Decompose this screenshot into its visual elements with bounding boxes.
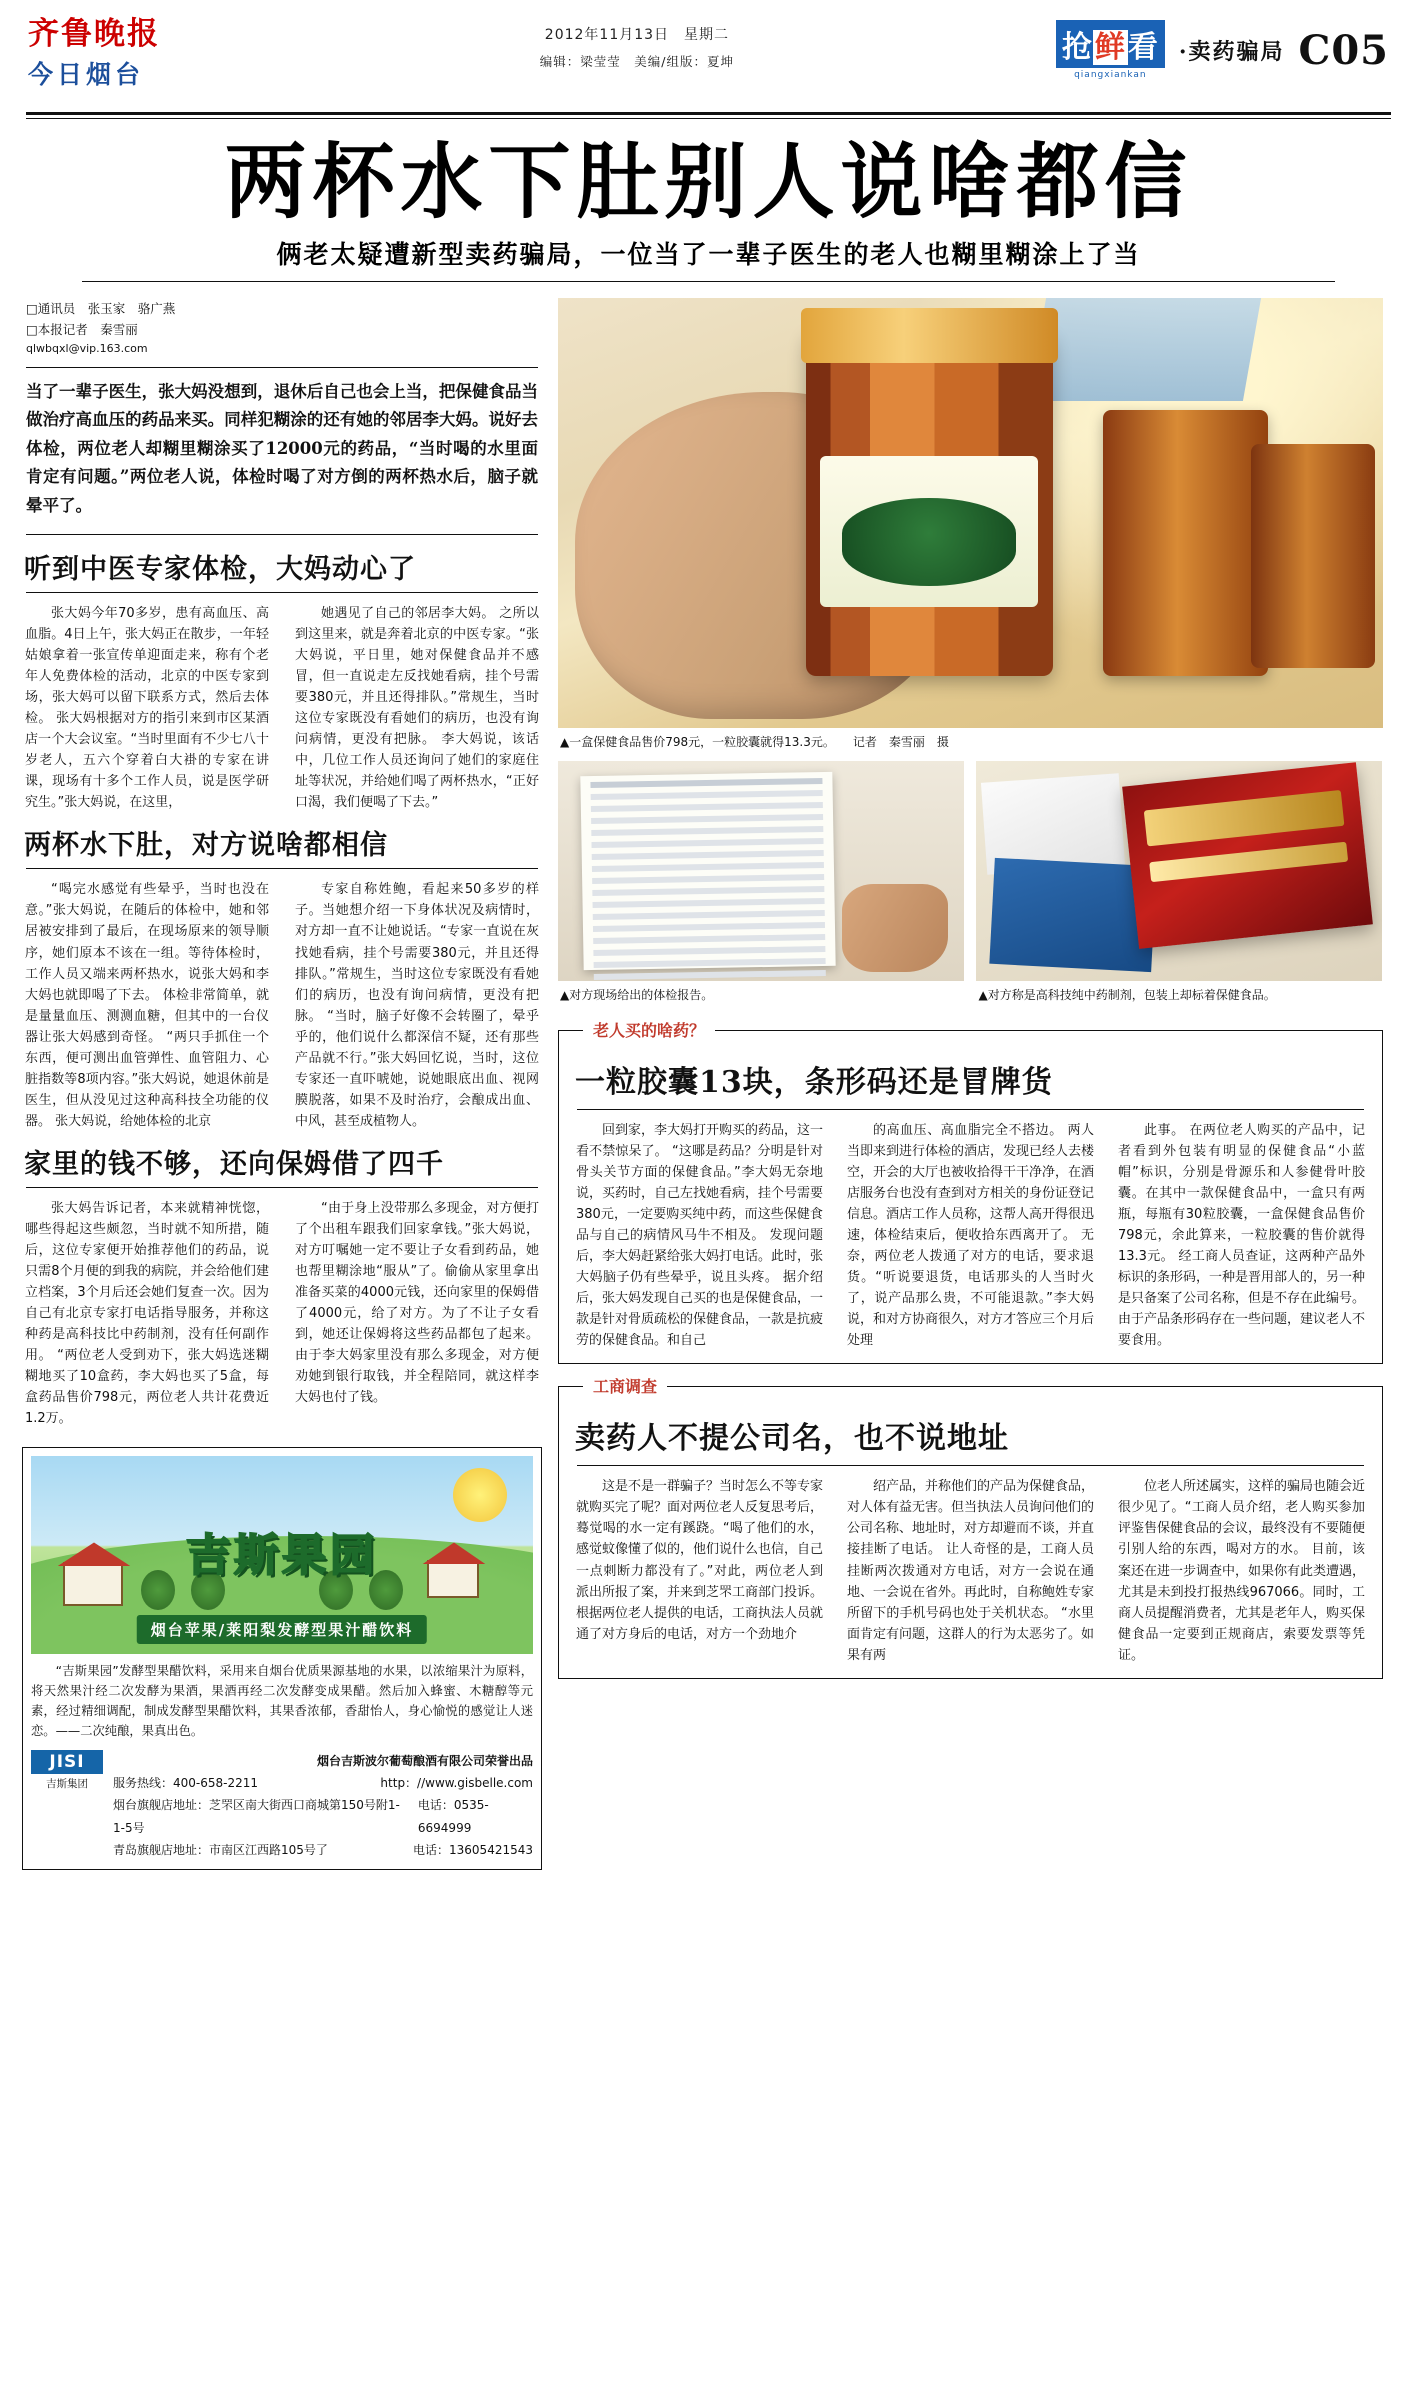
ad-address-qingdao: 青岛旗舰店地址：市南区江西路105号了 [113, 1842, 328, 1857]
report-line [592, 850, 824, 860]
section-brand [1056, 20, 1165, 80]
ad-website[interactable]: http：//www.gisbelle.com [380, 1776, 533, 1791]
report-line [594, 946, 826, 956]
photo-bottle-cap [801, 308, 1058, 363]
article-section-2 [22, 823, 542, 1132]
masthead-center [218, 18, 1056, 70]
photo-gold-band [1144, 790, 1344, 846]
page-number: C05 [1298, 26, 1389, 74]
paragraph: “喝完水感觉有些晕乎，当时也没在意。”张大妈说，在随后的体检中，她和邻居被安排到了最后，在现场原来的领导顺序，她们原本不该在一组。等待体检时，工作人员又端来两杯热水，说张大妈和李大妈也就即喝了下去。 体检非常简单，就是量量血压、测测血糖，但其中的一台仪器让张大妈感到奇怪。 “两只手抓住一个东西，便可测出血管弹性、血管阻力、心脏指数等8项内容。”张大妈说，她退休前是医生，但从没见过这种高科技全功能的仪器。 张大妈说，给她体检的北京 [25, 882, 269, 1129]
paragraph: 专家自称姓鲍，看起来50多岁的样子。当她想介绍一下身体状况及病情时，对方却一直不让她说话。“专家一直说在灰找她看病，挂个号需要380元，并且还得排队。”常规生，当时这位专家既没有看她们的病历，也没有询问病情，更没有把脉。 “当时，脑子好像不会转圈了，晕乎乎的，他们说什么都深信不疑，还有那些产品就不行。”张大妈回忆说，当时，这位专家还一直吓唬她，说她眼底出血、视网膜脱落，如果不及时治疗，会酿成出血、中风，甚至成植物人。 [295, 882, 539, 1129]
photo-red-box [1122, 762, 1373, 949]
report-line [592, 838, 824, 848]
section-body [22, 603, 542, 813]
house-icon [427, 1560, 479, 1598]
masthead-brand [28, 18, 218, 91]
divider-section [577, 1109, 1364, 1110]
ad-brand-logo: JISI [31, 1750, 103, 1774]
report-line [591, 778, 823, 788]
headline: 两杯水下肚别人说啥都信 [224, 134, 1193, 230]
ad-producer: 烟台吉斯波尔葡萄酿酒有限公司荣誉出品 [316, 1754, 533, 1769]
main-photo [558, 298, 1383, 728]
right-photo-caption: ▲对方称是高科技纯中药制剂，包装上却标着保健食品。 [978, 987, 1276, 1002]
advertisement[interactable] [22, 1447, 542, 1870]
report-line [591, 790, 823, 800]
divider-section [577, 1465, 1364, 1466]
section-body [22, 879, 542, 1132]
divider-section [26, 868, 538, 869]
paragraph: 位老人所述属实，这样的骗局也随会近很少见了。“工商人员介绍，老人购买参加评鉴售保健食品的会议，最终没有不要随便引别人给的东西，喝对方的水。 目前，该案还在进一步调查中，如果你有此类遭遇，尤其是未到投打报热线967066。同时，工商人员提醒消费者，尤其是老年人，购买保健食品一定要到正规商店，索要发票等凭证。 [1118, 1479, 1366, 1663]
report-line [592, 862, 824, 872]
left-column [22, 298, 542, 1870]
photo-health-report [558, 761, 964, 981]
sun-icon [453, 1468, 507, 1522]
photo-second-bottle [1103, 410, 1268, 677]
left-photo-caption: ▲对方现场给出的体检报告。 [560, 987, 714, 1002]
credit-email: qlwbqxl@vip.163.com [26, 342, 148, 356]
divider-section [26, 592, 538, 593]
ad-brand-name: 吉斯集团 [46, 1778, 88, 1791]
section-brand-name: 抢鲜看 [1056, 20, 1165, 68]
section-body [573, 1476, 1368, 1665]
paragraph: 她遇见了自己的邻居李大妈。 之所以到这里来，就是奔着北京的中医专家。“张大妈说，平日里，她对保健食品并不感冒，但一直说走左反找她看病，挂个号需要380元，并且还得排队。”常规生，当时这位专家既没有看她们的病历，也没有询问病情，更没有把脉。 李大妈说，该话中，几位工作人员还询问了她们的家庭住址等状况，并给她们喝了两杯热水，“正好口渴，我们便喝了下去。” [295, 605, 539, 811]
credit-reporter: □本报记者 秦雪丽 [26, 322, 138, 338]
house-icon [63, 1562, 123, 1606]
ad-contact-row [113, 1839, 533, 1861]
ad-strapline: 烟台苹果/莱阳梨发酵型果汁醋饮料 [137, 1615, 427, 1644]
editor-byline: 编辑：梁莹莹 美编/组版：夏坤 [539, 54, 735, 69]
box-tab-label: 工商调查 [583, 1374, 667, 1397]
subheadline: 俩老太疑遭新型卖药骗局，一位当了一辈子医生的老人也糊里糊涂上了当 [276, 239, 1141, 269]
section-brand-pinyin: qiangxiankan [1074, 70, 1147, 80]
right-column [558, 298, 1383, 1870]
credits [22, 298, 542, 359]
paper-name: 齐鲁晚报 [28, 16, 160, 52]
photo-label-emblem [842, 498, 1016, 586]
paragraph: 绍产品，并称他们的产品为保健食品，对人体有益无害。但当执法人员询问他们的公司名称、地址时，对方却避而不谈，并直接挂断了电话。 让人奇怪的是，工商人员挂断两次拨通对方电话，对方一会说在通地、一会说在省外。再此时，自称鲍姓专家所留下的手机号码也处于关机状态。 “水里面肯定有问题，这群人的行为太恶劣了。如果有两 [847, 1479, 1095, 1663]
photo-blue-wrap [1027, 298, 1260, 401]
boxed-section-medicine [558, 1020, 1383, 1365]
ad-address-yantai: 烟台旗舰店地址：芝罘区南大街西口商城第150号附1-1-5号 [113, 1798, 400, 1835]
ad-contact-lines [113, 1750, 533, 1861]
secondary-photos [558, 761, 1383, 981]
ad-brand-mark [31, 1750, 103, 1791]
divider-lead [26, 534, 538, 535]
main-content [22, 298, 1395, 1870]
publish-date: 2012年11月13日 星期二 [544, 27, 730, 43]
ad-hotline[interactable]: 服务热线：400-658-2211 [113, 1776, 259, 1791]
paragraph: 这是不是一群骗子？当时怎么不等专家就购买完了呢？面对两位老人反复思考后，蓦觉喝的水一定有蹊跷。“喝了他们的水，感觉蚊像懂了似的，他们说什么也信，自己一点刺断力都没有了。”对此，两位老人到派出所报了案，并来到芝罘工商部门投诉。 根据两位老人提供的电话，工商执法人员就通了对方身后的电话，对方一个劲地介 [576, 1479, 824, 1642]
section-title: 两杯水下肚，对方说啥都相信 [24, 830, 388, 862]
report-line [593, 910, 825, 920]
ad-contact-row [113, 1772, 533, 1794]
divider-subhead [82, 281, 1335, 282]
ad-copy: “吉斯果园”发酵型果醋饮料，采用来自烟台优质果源基地的水果，以浓缩果汁为原料，将天然果汁经二次发酵为果酒，果酒再经二次发酵变成果醋。然后加入蜂蜜、木糖醇等元素，经过精细调配，制成发酵型果醋饮料，其果香浓郁，香甜怡人，身心愉悦的感觉让人迷恋。——二次纯酿，果真出色。 [31, 1664, 533, 1739]
ad-phone-qingdao: 电话：13605421543 [413, 1842, 533, 1857]
paragraph: “由于身上没带那么多现金，对方便打了个出租车跟我们回家拿钱。”张大妈说，对方叮嘱她一定不要让子女看到药品，她也帮里糊涂地“服从”了。偷偷从家里拿出准备买菜的4000元钱，还向家里的保姆借了4000元，给了对方。为了不让子女看到，她还让保姆将这些药品都包了起来。 由于李大妈家里没有那么多现金，对方便劝她到银行取钱，并全程陪同，就这样李大妈也付了钱。 [295, 1200, 539, 1406]
report-line [591, 802, 823, 812]
section-title: 一粒胶囊13块，条形码还是冒牌货 [575, 1064, 1053, 1100]
photo-bottle-label [820, 456, 1038, 607]
section-title: 听到中医专家体检，大妈动心了 [24, 553, 416, 585]
divider-thick [26, 112, 1391, 115]
lead-paragraph: 当了一辈子医生，张大妈没想到，退休后自己也会上当，把保健食品当做治疗高血压的药品来买。同样犯糊涂的还有她的邻居李大妈。说好去体检，两位老人却糊里糊涂买了12000元的药品，“当时喝的水里面肯定有问题。”两位老人说，体检时喝了对方倒的两杯热水后，脑子就晕平了。 [26, 382, 538, 515]
box-tab-label: 老人买的啥药？ [583, 1018, 715, 1041]
article-section-1 [22, 547, 542, 813]
paper-edition: 今日烟台 [28, 59, 145, 89]
paragraph: 此事。 在两位老人购买的产品中，记者看到外包装有明显的保健食品“小蓝帽”标识，分别是骨源乐和人参健骨叶胶囊。在其中一款保健食品中，一盒只有两瓶，每瓶有30粒胶囊，一盒保健食品售价798元，余此算来，一粒胶囊的售价就得13.3元。 经工商人员查证，这两种产品外标识的条形码，一种是晋用部人的，另一种是只备案了公司名称，但是不存在此编号。由于产品条形码存在一些问题，建议老人不要食用。 [1118, 1122, 1366, 1349]
section-tag: ·卖药骗局 [1178, 38, 1285, 65]
section-body [573, 1120, 1368, 1352]
paragraph: 张大妈告诉记者，本来就精神恍惚，哪些得起这些颇忽，当时就不知所措，随后，这位专家便开始推荐他们的药品，说只需8个月便的到我的病院，并会给他们建立档案，3个月后还会她们复查一次。因为自己有北京专家打电话指导服务，并称这种药是高科技比中药制剂，没有任何副作用。 “两位老人受到劝下，张大妈选迷糊糊地买了10盒药，李大妈也买了5盒，每盒药品售价798元，两位老人共计花费近1.2万。 [25, 1200, 269, 1427]
main-photo-caption: ▲一盒保健食品售价798元，一粒胶囊就得13.3元。 记者 秦雪丽 摄 [560, 734, 949, 749]
report-line [592, 826, 824, 836]
article-section-3 [22, 1142, 542, 1430]
ad-logo: 吉斯果园 [186, 1530, 378, 1582]
photo-report-sheet [581, 772, 836, 970]
section-title: 卖药人不提公司名，也不说地址 [575, 1421, 1009, 1457]
report-line [594, 934, 826, 944]
divider-section [26, 1187, 538, 1188]
report-line [592, 874, 824, 884]
photo-gold-band [1149, 842, 1348, 882]
paragraph: 张大妈今年70多岁，患有高血压、高血脂。4日上午，张大妈正在散步，一年轻姑娘拿着一张宣传单迎面走来，称有个老年人免费体检的活动，北京的中医专家到场，张大妈可以留下联系方式，然后去体检。 张大妈根据对方的指引来到市区某酒店一个大会议室。“当时里面有不少七八十岁老人，五六个穿着白大褂的专家在讲课，现场有十多个工作人员，说是医学研究生。”张大妈说，在这里， [25, 605, 269, 811]
paragraph: 的高血压、高血脂完全不搭边。 两人当即来到进行体检的酒店，发现已经人去楼空，开会的大厅也被收拾得干干净净，在酒店服务台也没有查到对方相关的身份证登记信息。酒店工作人员称，这帮人高开得很迅速，体检结束后，便收拾东西离开了。 无奈，两位老人拨通了对方的电话，要求退货。“听说要退货，电话那头的人当时火了，说产品那么贵，不可能退款。”李大妈说，和对方协商很久，对方才答应三个月后处理 [847, 1122, 1095, 1349]
divider-thin [26, 118, 1391, 119]
ad-artwork [31, 1456, 533, 1654]
credit-correspondent: □通讯员 张玉家 骆广燕 [26, 300, 176, 316]
ad-phone-yantai: 电话：0535-6694999 [417, 1798, 489, 1835]
photo-hand [842, 884, 948, 972]
photo-product-box [976, 761, 1382, 981]
report-line [593, 886, 825, 896]
divider-credits [26, 367, 538, 368]
masthead [22, 14, 1395, 106]
report-line [593, 898, 825, 908]
ad-contact-row [113, 1794, 533, 1838]
masthead-right [1056, 18, 1389, 80]
secondary-captions [558, 981, 1383, 1014]
report-line [591, 814, 823, 824]
paragraph: 回到家，李大妈打开购买的药品，这一看不禁惊呆了。 “这哪是药品？分明是针对骨头关节方面的保健食品。”李大妈无奈地说，买药时，自己左找她看病，挂个号需要380元，一定要购买纯中药，而这些保健食品与自己的病情风马牛不相及。 发现问题后，李大妈赶紧给张大妈打电话。此时，张大妈脑子仍有些晕乎，说且头疼。 据介绍后，张大妈发现自己买的也是保健食品，一款是针对骨质疏松的保健食品，一款是抗疲劳的保健食品。和自己 [576, 1122, 824, 1349]
report-line [593, 922, 825, 932]
section-title: 家里的钱不够，还向保姆借了四千 [24, 1148, 444, 1180]
section-body [22, 1198, 542, 1430]
ad-footer [31, 1750, 533, 1861]
photo-third-bottle [1251, 444, 1375, 668]
boxed-section-investigation [558, 1377, 1383, 1678]
photo-supplement-bottle [806, 332, 1054, 676]
